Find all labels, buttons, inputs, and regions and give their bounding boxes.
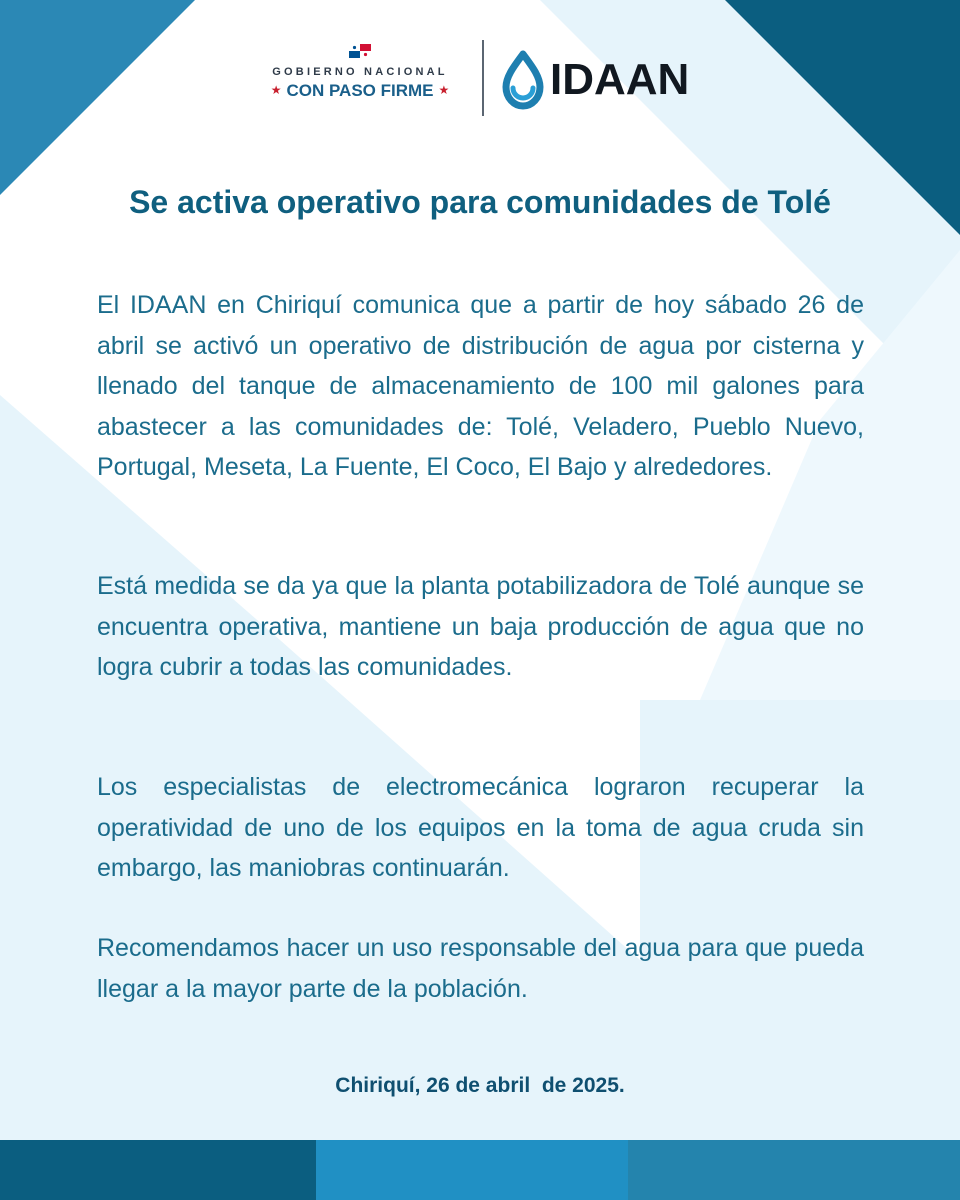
body-paragraph-2: Está medida se da ya que la planta potabilizadora de Tolé aunque se encuentra operativa, mantiene un baja producción de agua que no logra cubrir a todas las comunidades. bbox=[97, 572, 864, 681]
star-icon: ★ bbox=[270, 83, 282, 97]
page-title: Se activa operativo para comunidades de Tolé bbox=[129, 184, 831, 220]
body-paragraph-3: Los especialistas de electromecánica lograron recuperar la operatividad de uno de los equipos en la toma de agua cruda sin embargo, las maniobras continuarán. bbox=[97, 773, 864, 882]
logo-divider bbox=[482, 40, 484, 116]
date-signoff: Chiriquí, 26 de abril de 2025. bbox=[335, 1074, 625, 1097]
gov-logo-slogan: CON PASO FIRME bbox=[286, 81, 434, 100]
star-icon: ★ bbox=[438, 83, 450, 97]
idaan-wordmark: IDAAN bbox=[550, 55, 690, 104]
gov-logo-line1: GOBIERNO NACIONAL bbox=[272, 66, 448, 78]
idaan-logo bbox=[498, 48, 689, 112]
government-logo bbox=[250, 44, 470, 114]
body-paragraph-4: Recomendamos hacer un uso responsable del agua para que pueda llegar a la mayor parte de la población. bbox=[97, 934, 864, 1003]
gov-logo-line2 bbox=[250, 81, 470, 101]
panama-flag-icon bbox=[349, 44, 371, 58]
body-paragraph-1: El IDAAN en Chiriquí comunica que a partir de hoy sábado 26 de abril se activó un operativo de distribución de agua por cisterna y llenado del tanque de almacenamiento de 100 mil galones para abastecer a las comunidades de: Tolé, Veladero, Pueblo Nuevo, Portugal, Meseta, La Fuente, El Coco, El Bajo y alrededores. bbox=[97, 291, 864, 481]
water-drop-icon bbox=[498, 50, 548, 110]
